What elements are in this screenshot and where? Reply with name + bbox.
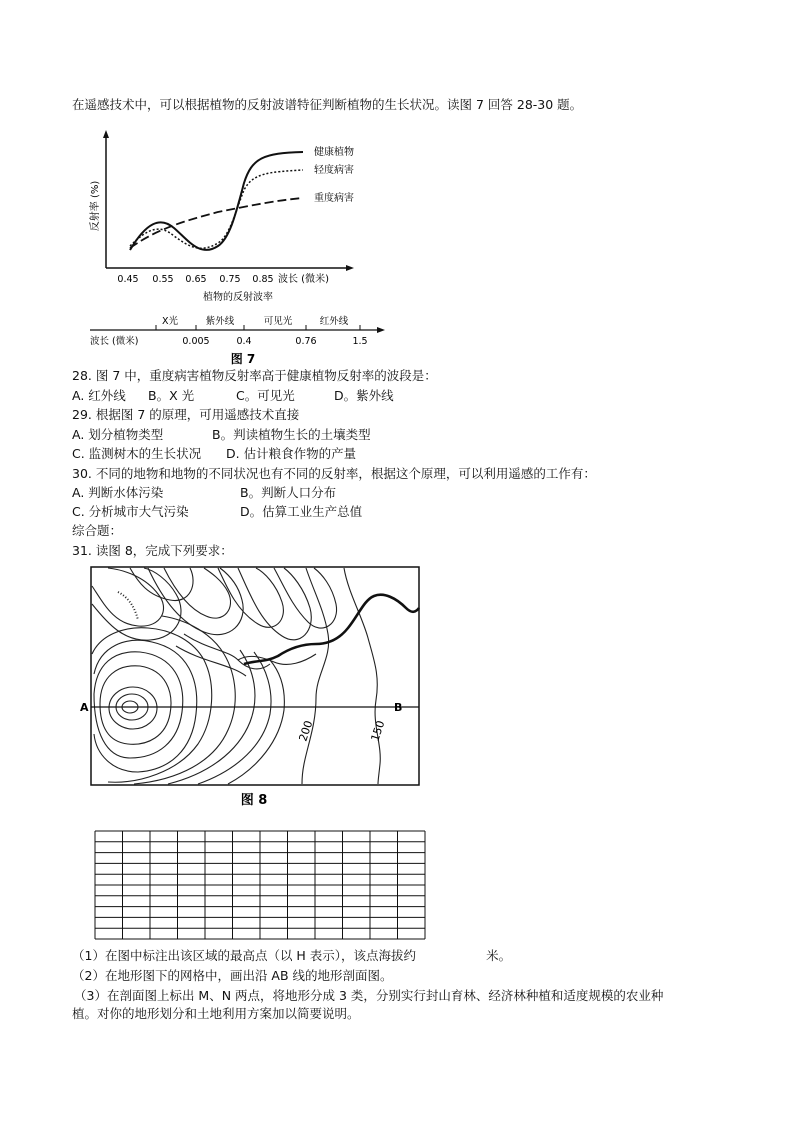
xtick-1: 0.55 xyxy=(152,274,174,285)
section-title: 综合题： xyxy=(72,523,123,538)
band-visible: 可见光 xyxy=(263,316,293,327)
q29-option-a[interactable]: A. 划分植物类型 xyxy=(72,427,164,442)
chart-caption: 植物的反射波率 xyxy=(203,292,273,303)
figure-7-reflectance-chart xyxy=(88,128,388,366)
profile-grid[interactable] xyxy=(94,830,426,940)
x-axis-label: 波长 (微米) xyxy=(278,274,329,285)
xtick-4: 0.85 xyxy=(252,274,274,285)
q31-stem: 31. 读图 8，完成下列要求： xyxy=(72,543,233,558)
q31-part-1 xyxy=(72,948,511,964)
xtick-2: 0.65 xyxy=(185,274,207,285)
q28-option-a[interactable]: A. 红外线 xyxy=(72,388,126,403)
y-axis-label: 反射率 (%) xyxy=(90,180,101,232)
q28-stem: 28. 图 7 中，重度病害植物反射率高于健康植物反射率的波段是： xyxy=(72,368,437,383)
contour-200-label: 200 xyxy=(296,718,316,743)
label-a: A xyxy=(80,701,89,714)
band-uv: 紫外线 xyxy=(205,316,235,327)
q31-part-1-unit: 米。 xyxy=(486,948,512,963)
xtick-3: 0.75 xyxy=(219,274,241,285)
figure-8-contour-map xyxy=(78,564,424,808)
mild-label: 轻度病害 xyxy=(314,165,354,176)
q29-stem: 29. 根据图 7 的原理，可用遥感技术直接 xyxy=(72,407,300,422)
q30-option-a[interactable]: A. 判断水体污染 xyxy=(72,485,164,500)
contour-150-label: 150 xyxy=(368,718,388,743)
q29-option-d[interactable]: D. 估计粮食作物的产量 xyxy=(226,446,357,461)
spectrum-tick-0: 0.005 xyxy=(182,336,210,347)
q28-option-c[interactable]: C。可见光 xyxy=(236,388,295,403)
q31-part-2: （2）在地形图下的网格中，画出沿 AB 线的地形剖面图。 xyxy=(72,968,393,983)
spectrum-tick-3: 1.5 xyxy=(352,336,368,347)
label-b: B xyxy=(394,701,403,714)
xtick-0: 0.45 xyxy=(117,274,139,285)
q30-option-c[interactable]: C. 分析城市大气污染 xyxy=(72,504,189,519)
q29-option-c[interactable]: C. 监测树木的生长状况 xyxy=(72,446,202,461)
mild-disease-curve xyxy=(130,170,303,248)
q28-option-b[interactable]: B。X 光 xyxy=(148,388,195,403)
q30-option-d[interactable]: D。估算工业生产总值 xyxy=(240,504,363,519)
healthy-curve xyxy=(130,152,303,250)
q30-stem: 30. 不同的地物和地物的不同状况也有不同的反射率，根据这个原理，可以利用遥感的工作有： xyxy=(72,466,596,481)
figure-8-caption: 图 8 xyxy=(240,793,268,808)
q31-part-3-cont: 植。对你的地形划分和土地利用方案加以简要说明。 xyxy=(72,1006,360,1021)
band-ir: 红外线 xyxy=(319,316,349,327)
intro-text: 在遥感技术中，可以根据植物的反射波谱特征判断植物的生长状况。读图 7 回答 28-30 题。 xyxy=(72,97,583,112)
q31-part-1-text: （1）在图中标注出该区域的最高点（以 H 表示），该点海拔约 xyxy=(72,948,417,963)
healthy-label: 健康植物 xyxy=(314,147,354,158)
spectrum-axis-label: 波长 (微米) xyxy=(90,336,139,347)
q31-part-3: （3）在剖面图上标出 M、N 两点，将地形分成 3 类，分别实行封山育林、经济林种植和适度规模的农业种 xyxy=(74,988,664,1003)
band-xray: X光 xyxy=(161,316,179,327)
spectrum-tick-2: 0.76 xyxy=(295,336,317,347)
spectrum-tick-1: 0.4 xyxy=(236,336,252,347)
q28-option-d[interactable]: D。紫外线 xyxy=(334,388,394,403)
severe-label: 重度病害 xyxy=(314,193,354,204)
q30-option-b[interactable]: B。判断人口分布 xyxy=(240,485,337,500)
figure-7-caption: 图 7 xyxy=(230,352,256,366)
q29-option-b[interactable]: B。判读植物生长的土壤类型 xyxy=(212,427,371,442)
